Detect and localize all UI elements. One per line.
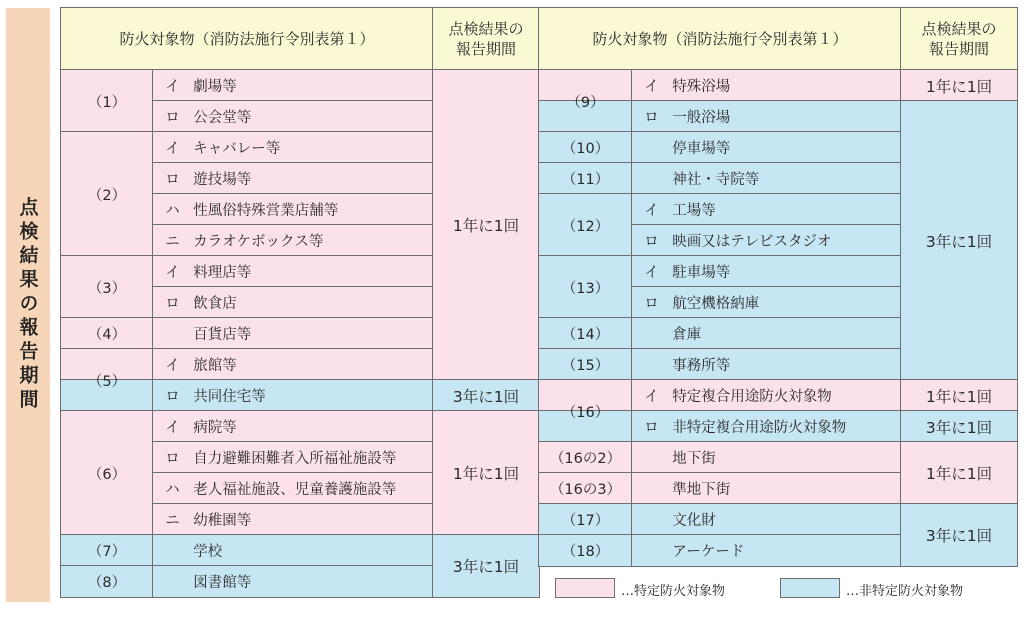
left-item-row <box>152 224 434 257</box>
left-group-number: （7） <box>60 534 154 567</box>
item-name: 駐車場等 <box>672 265 731 281</box>
right-item-row <box>631 410 902 443</box>
legend-swatch-specific <box>555 578 615 598</box>
item-name: 料理店等 <box>193 265 252 281</box>
item-mark: ハ <box>165 203 180 219</box>
item-name: 航空機格納庫 <box>672 296 760 312</box>
right-period: 1年に1回 <box>900 441 1018 505</box>
item-mark: ハ <box>165 482 180 498</box>
left-period: 1年に1回 <box>432 69 540 381</box>
item-mark: ロ <box>165 110 180 126</box>
left-group-number: （1） <box>60 69 154 133</box>
right-period: 3年に1回 <box>900 100 1018 381</box>
right-item-row <box>631 317 902 350</box>
item-mark: ロ <box>644 296 659 312</box>
item-name: 百貨店等 <box>193 327 252 343</box>
item-mark: ロ <box>165 451 180 467</box>
item-name: キャバレー等 <box>193 141 281 157</box>
right-group-number: （11） <box>538 162 633 195</box>
left-group-number: （6） <box>60 410 154 536</box>
item-name: 倉庫 <box>672 327 702 343</box>
item-name: 特殊浴場 <box>672 79 731 95</box>
right-item-row <box>631 162 902 195</box>
right-group-number: （10） <box>538 131 633 164</box>
right-group-number: （16） <box>561 404 610 421</box>
item-name: 図書館等 <box>193 575 252 591</box>
left-item-row <box>152 441 434 474</box>
item-name: 遊技場等 <box>193 172 252 188</box>
left-group-number: （3） <box>60 255 154 319</box>
left-item-row <box>152 193 434 226</box>
right-item-row <box>631 379 902 412</box>
right-item-row <box>631 69 902 102</box>
item-name: 老人福祉施設、児童養護施設等 <box>193 482 397 498</box>
item-mark: イ <box>165 265 180 281</box>
left-group-number: （4） <box>60 317 154 350</box>
right-item-row <box>631 472 902 505</box>
right-item-row <box>631 286 902 319</box>
right-group-number: （16の3） <box>538 472 633 505</box>
item-mark: ロ <box>644 420 659 436</box>
left-group-number: （2） <box>60 131 154 257</box>
right-period: 3年に1回 <box>900 503 1018 567</box>
right-period: 1年に1回 <box>900 379 1018 412</box>
item-mark: イ <box>644 389 659 405</box>
item-mark: イ <box>165 79 180 95</box>
right-group-number: （15） <box>538 348 633 381</box>
left-period: 1年に1回 <box>432 410 540 536</box>
item-name: 性風俗特殊営業店舗等 <box>193 203 339 219</box>
right-period: 3年に1回 <box>900 410 1018 443</box>
item-mark: ロ <box>165 296 180 312</box>
item-name: 一般浴場 <box>672 110 731 126</box>
legend-label-specific: …特定防火対象物 <box>621 584 726 599</box>
left-item-row <box>152 100 434 133</box>
sidebar-label-band <box>6 8 50 602</box>
right-group-number: （18） <box>538 534 633 567</box>
item-mark: ロ <box>644 110 659 126</box>
item-name: 幼稚園等 <box>193 513 252 529</box>
left-period: 3年に1回 <box>432 379 540 412</box>
fire-inspection-table <box>61 8 1017 602</box>
left-item-row <box>152 503 434 536</box>
item-name: カラオケボックス等 <box>193 234 324 250</box>
item-name: 地下街 <box>672 451 716 467</box>
item-mark: ロ <box>165 172 180 188</box>
right-item-row <box>631 441 902 474</box>
right-group-number: （12） <box>538 193 633 257</box>
item-name: 公会堂等 <box>193 110 252 126</box>
item-mark: ロ <box>165 389 180 405</box>
right-item-row <box>631 100 902 133</box>
left-item-row <box>152 379 434 412</box>
item-name: 非特定複合用途防火対象物 <box>672 420 847 436</box>
left-item-row <box>152 565 434 598</box>
left-header-category: 防火対象物（消防法施行令別表第１） <box>60 7 434 71</box>
right-item-row <box>631 503 902 536</box>
left-item-row <box>152 317 434 350</box>
right-item-row <box>631 348 902 381</box>
item-name: 準地下街 <box>672 482 731 498</box>
left-header-period: 点検結果の 報告期間 <box>432 7 540 71</box>
item-mark: イ <box>165 358 180 374</box>
item-name: 事務所等 <box>672 358 731 374</box>
right-group-number: （14） <box>538 317 633 350</box>
legend-label-non-specific: …非特定防火対象物 <box>846 584 964 599</box>
item-mark: イ <box>644 79 659 95</box>
item-name: 病院等 <box>193 420 237 436</box>
right-item-row <box>631 224 902 257</box>
sidebar-title: 点検結果の報告期間 <box>16 197 39 413</box>
item-mark: イ <box>644 203 659 219</box>
item-name: 特定複合用途防火対象物 <box>672 389 832 405</box>
item-name: 神社・寺院等 <box>672 172 760 188</box>
item-name: 映画又はテレビスタジオ <box>672 234 832 250</box>
right-item-row <box>631 534 902 567</box>
right-group-number: （17） <box>538 503 633 536</box>
left-item-row <box>152 69 434 102</box>
item-name: 停車場等 <box>672 141 731 157</box>
item-name: 飲食店 <box>193 296 237 312</box>
left-group-number: （5） <box>87 373 127 390</box>
right-item-row <box>631 193 902 226</box>
item-mark: イ <box>644 265 659 281</box>
item-name: 学校 <box>193 544 223 560</box>
right-header-category: 防火対象物（消防法施行令別表第１） <box>538 7 902 71</box>
left-item-row <box>152 410 434 443</box>
left-item-row <box>152 286 434 319</box>
item-name: 劇場等 <box>193 79 237 95</box>
left-item-row <box>152 162 434 195</box>
right-period: 1年に1回 <box>900 69 1018 102</box>
left-item-row <box>152 255 434 288</box>
left-group-number: （8） <box>60 565 154 598</box>
left-item-row <box>152 131 434 164</box>
item-name: 工場等 <box>672 203 716 219</box>
right-item-row <box>631 255 902 288</box>
left-item-row <box>152 348 434 381</box>
item-name: 共同住宅等 <box>193 389 266 405</box>
item-mark: ニ <box>165 234 180 250</box>
legend-swatch-non-specific <box>780 578 840 598</box>
left-item-row <box>152 534 434 567</box>
item-mark: ロ <box>644 234 659 250</box>
item-name: アーケード <box>672 544 745 560</box>
left-item-row <box>152 472 434 505</box>
right-item-row <box>631 131 902 164</box>
item-name: 文化財 <box>672 513 716 529</box>
item-mark: イ <box>165 141 180 157</box>
item-name: 自力避難困難者入所福祉施設等 <box>193 451 397 467</box>
right-group-number: （9） <box>566 94 605 111</box>
right-group-number: （13） <box>538 255 633 319</box>
left-period: 3年に1回 <box>432 534 540 598</box>
right-group-number: （16の2） <box>538 441 633 474</box>
right-header-period: 点検結果の 報告期間 <box>900 7 1018 71</box>
item-mark: イ <box>165 420 180 436</box>
item-mark: ニ <box>165 513 180 529</box>
item-name: 旅館等 <box>193 358 237 374</box>
